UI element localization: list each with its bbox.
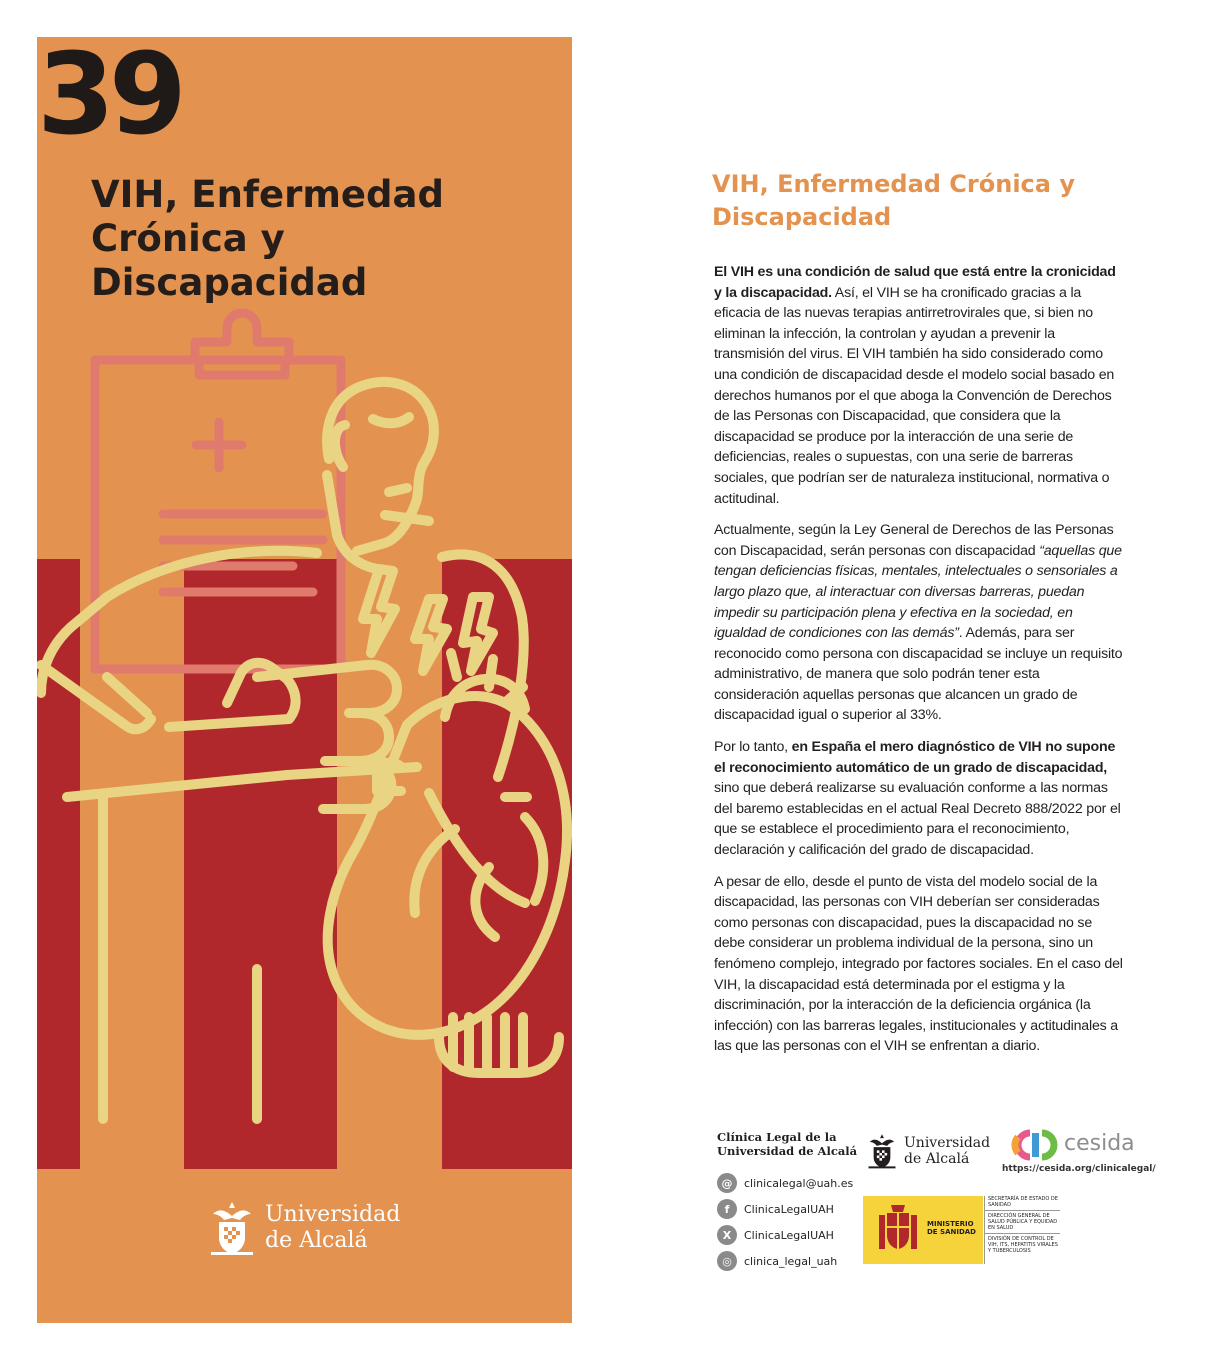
- poster-title: VIH, Enfermedad Crónica y Discapacidad: [91, 173, 444, 304]
- cesida-logo[interactable]: [1002, 1128, 1156, 1174]
- clipboard-icon: [95, 313, 341, 669]
- p2-end: . Además, para ser reconocido como persona con discapacidad se incluye un requisito administrativo, de manera que solo podrán tener esta consideración aquellas personas que alcancen un grado de discapacidad igual o superior al 33%.: [714, 625, 1123, 724]
- university-logo: [207, 1200, 400, 1256]
- contact-text: ClinicaLegalUAH: [744, 1228, 834, 1242]
- paragraph-3: [714, 737, 1126, 861]
- p2-quote: “aquellas que tengan deficiencias físicas, mentales, intelectuales o sensoriales a largo plazo que, al interactuar con diversas barreras, puedan impedir su participación plena y efectiva en la sociedad, en igualdad de condiciones con las demás”: [714, 542, 1122, 642]
- contact-instagram[interactable]: [717, 1248, 853, 1274]
- instagram-icon: ◎: [717, 1251, 737, 1271]
- article-body: [714, 262, 1126, 1068]
- logo-line-2: de Alcalá: [265, 1228, 368, 1253]
- contact-x[interactable]: [717, 1222, 853, 1248]
- uah-line-2: de Alcalá: [904, 1151, 970, 1167]
- logo-line-1: Universidad: [265, 1202, 401, 1227]
- ministry-division: DIVISIÓN DE CONTROL DE VIH, ITS, HEPATITIS VIRALES Y TUBERCULOSIS: [988, 1236, 1058, 1254]
- contact-text: clinica_legal_uah: [744, 1254, 838, 1268]
- paragraph-1: [714, 262, 1126, 509]
- p1-bold: El VIH es una condición de salud que está entre la cronicidad y la discapacidad.: [714, 264, 1116, 301]
- p2-text: Actualmente, según la Ley General de Derechos de las Personas con Discapacidad, serán personas con discapacidad: [714, 522, 1114, 559]
- p1-text: Así, el VIH se ha cronificado gracias a la eficacia de las nuevas terapias antirretrovirales que, si bien no eliminan la infección, la controlan y ayudan a prevenir la transmisión del virus. El VIH también ha sido considerado como una condición de discapacidad desde el modelo social basado en derechos humanos por el que aboga la Convención de Derechos de las Personas con Discapacidad, que considera que la discapacidad se produce por la interacción de una serie de deficiencias, reales o supuestas, con una serie de barreras sociales, que podrían ser de naturaleza institucional, normativa o actitudinal.: [714, 284, 1115, 507]
- uah-footer-logo: [865, 1133, 990, 1169]
- ministry-logo: [863, 1196, 1059, 1264]
- contact-list: [717, 1170, 853, 1274]
- paragraph-4: A pesar de ello, desde el punto de vista del modelo social de la discapacidad, las personas con VIH deberían ser consideradas como personas con discapacidad, pues la discapacidad no se debe considerar un problema individual de la persona, sino un fenómeno complejo, integrado por factores sociales. En el caso del VIH, la discapacidad está determinada por el estigma y la discriminación, por la interacción de la deficiencia orgánica (la infección) con las barreras legales, institucionales y actitudinales a las que las personas con el VIH se enfrentan a diario.: [714, 873, 1123, 1055]
- article-title: VIH, Enfermedad Crónica y Discapacidad: [712, 170, 1075, 231]
- cesida-icon: [1008, 1128, 1060, 1162]
- crest-icon: [207, 1200, 257, 1256]
- poster-number: 39: [37, 37, 181, 160]
- contact-facebook[interactable]: [717, 1196, 853, 1222]
- crest-icon: [865, 1133, 899, 1169]
- cesida-url[interactable]: https://cesida.org/clinicalegal/: [1002, 1164, 1156, 1174]
- paragraph-2: [714, 520, 1126, 726]
- contact-text: ClinicaLegalUAH: [744, 1202, 834, 1216]
- ministry-secretariat: SECRETARÍA DE ESTADO DE SANIDAD: [985, 1196, 1060, 1211]
- p3-text: Por lo tanto,: [714, 739, 792, 756]
- ministry-name: MINISTERIO DE SANIDAD: [927, 1220, 976, 1236]
- ministry-departments: [984, 1196, 1060, 1264]
- contact-email[interactable]: [717, 1170, 853, 1196]
- p3-end: sino que deberá realizarse su evaluación conforme a las normas del baremo establecidas en el actual Real Decreto 888/2022 por el que se establece el procedimiento para el reconocimiento, declaración y calificación del grado de discapacidad.: [714, 780, 1121, 859]
- ministry-yellow-block: [863, 1196, 983, 1264]
- clinic-name: Clínica Legal de la Universidad de Alcalá: [717, 1130, 858, 1158]
- at-icon: @: [717, 1173, 737, 1193]
- doctor-figure: [41, 382, 567, 1119]
- cesida-wordmark: cesida: [1064, 1131, 1135, 1156]
- facebook-icon: f: [717, 1199, 737, 1219]
- p3-bold: en España el mero diagnóstico de VIH no supone el reconocimiento automático de un grado de discapacidad,: [714, 739, 1116, 776]
- contact-text: clinicalegal@uah.es: [744, 1176, 854, 1190]
- uah-line-1: Universidad: [904, 1135, 991, 1151]
- spain-coat-of-arms-icon: [875, 1203, 921, 1257]
- x-icon: X: [717, 1225, 737, 1245]
- poster-panel: [37, 37, 572, 1323]
- ministry-directorate: DIRECCIÓN GENERAL DE SALUD PÚBLICA Y EQUIDAD EN SALUD: [985, 1213, 1060, 1234]
